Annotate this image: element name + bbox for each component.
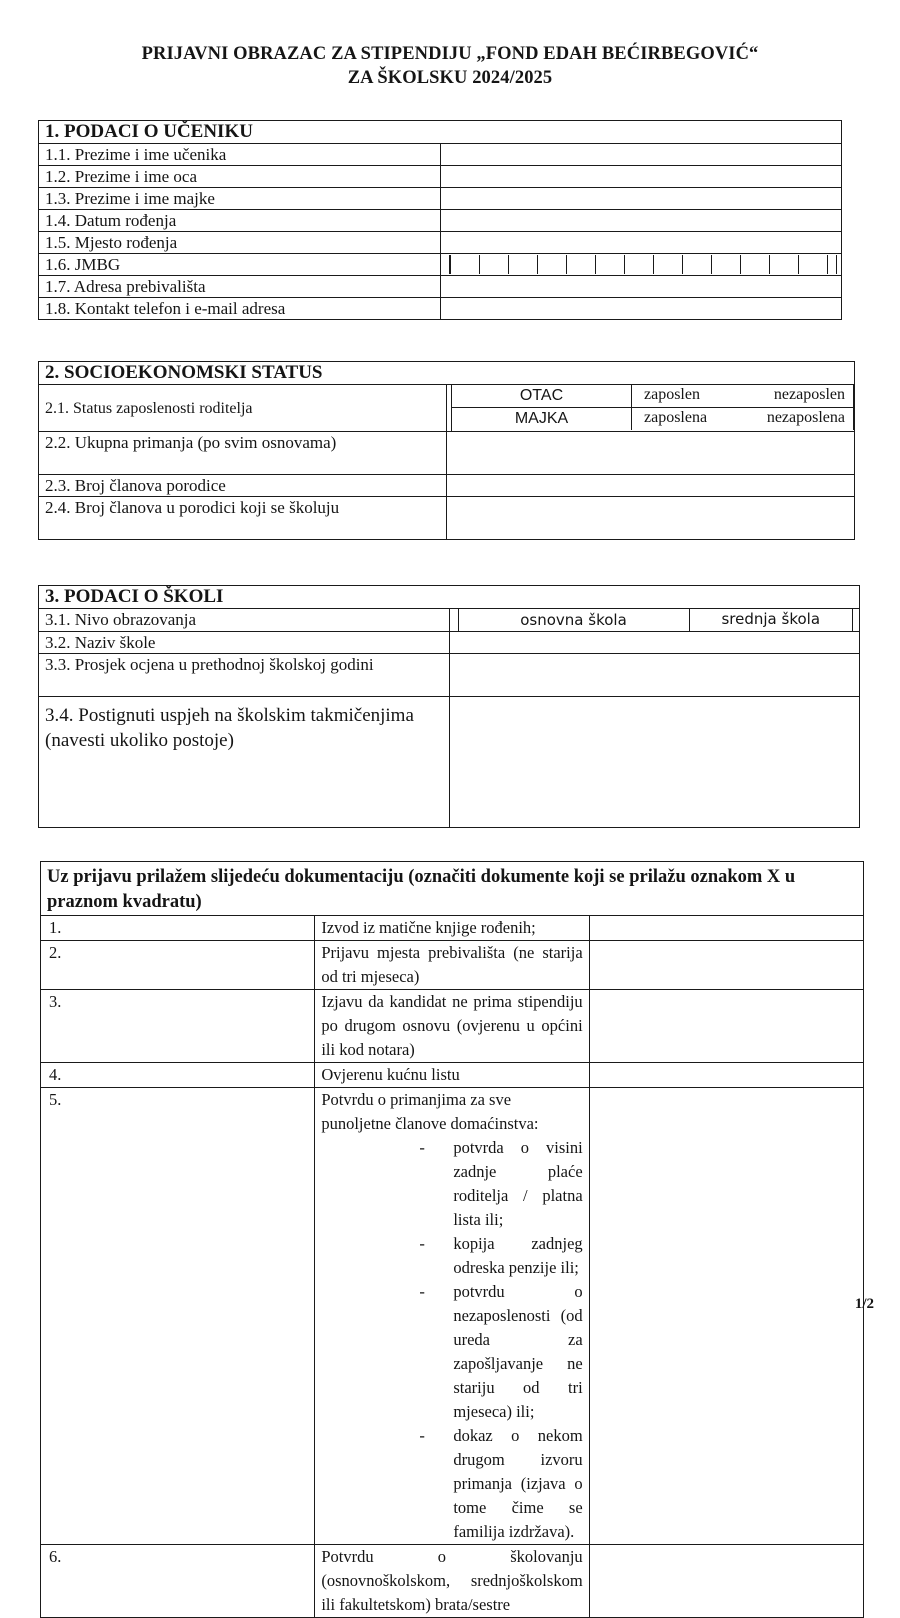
page-number: 1/2: [854, 1296, 874, 1312]
table-row: [39, 232, 842, 254]
table-row: [39, 432, 855, 475]
school-name-field[interactable]: [449, 632, 860, 654]
contact-label: 1.8. Kontakt telefon i e-mail adresa: [39, 298, 441, 320]
grade-average-field[interactable]: [449, 654, 860, 697]
jmbg-digit-box[interactable]: [479, 255, 508, 274]
mother-label: MAJKA: [452, 408, 632, 430]
schooled-members-label: 2.4. Broj članova u porodici koji se školuju: [39, 497, 447, 540]
jmbg-digit-box[interactable]: [537, 255, 566, 274]
jmbg-digit-box[interactable]: [653, 255, 682, 274]
birth-place-label: 1.5. Mjesto rođenja: [39, 232, 441, 254]
table-row: [39, 654, 860, 697]
mother-status-row: [452, 408, 854, 430]
income-proof-item: - dokaz o nekom drugom izvoru primanja (izjava o tome čime se familija izdržava).: [413, 1424, 582, 1544]
table-row: [39, 697, 860, 828]
income-proof-item: - kopija zadnjeg odreska penzije ili;: [413, 1232, 582, 1280]
jmbg-digit-box[interactable]: [450, 255, 479, 274]
doc-text: Ovjerenu kućnu listu: [315, 1063, 589, 1088]
socioeconomic-table: [38, 361, 855, 540]
table-row: [41, 1088, 864, 1545]
jmbg-box-edge: [827, 255, 837, 274]
doc-checkbox[interactable]: [589, 916, 863, 941]
table-row: [41, 916, 864, 941]
doc-checkbox[interactable]: [589, 1545, 863, 1618]
employment-status-field: [447, 385, 855, 432]
table-row: [39, 475, 855, 497]
doc-text: Potvrdu o školovanju (osnovnoškolskom, srednjoškolskom ili fakultetskom) brata/sestre: [315, 1545, 589, 1618]
jmbg-digit-box[interactable]: [566, 255, 595, 274]
documentation-heading: Uz prijavu prilažem slijedeću dokumentaciju (označiti dokumente koji se prilažu oznakom X u praznom kvadratu): [41, 862, 864, 916]
total-income-label: 2.2. Ukupna primanja (po svim osnovama): [39, 432, 447, 475]
table-row: [41, 941, 864, 990]
father-status-row: [452, 385, 854, 408]
school-name-label: 3.2. Naziv škole: [39, 632, 450, 654]
father-employed-option[interactable]: zaposlen: [644, 386, 700, 403]
competition-results-label: 3.4. Postignuti uspjeh na školskim takmičenjima (navesti ukoliko postoje): [39, 697, 450, 828]
mother-name-label: 1.3. Prezime i ime majke: [39, 188, 441, 210]
table-row: [39, 210, 842, 232]
student-name-label: 1.1. Prezime i ime učenika: [39, 144, 441, 166]
jmbg-digit-box[interactable]: [769, 255, 798, 274]
education-level-field: [449, 609, 860, 632]
doc-number: 5.: [41, 1088, 315, 1545]
total-income-field[interactable]: [447, 432, 855, 475]
doc-number: 6.: [41, 1545, 315, 1618]
doc-checkbox[interactable]: [589, 1088, 863, 1545]
documentation-table: [40, 861, 864, 1618]
doc-number: 3.: [41, 990, 315, 1063]
mother-employed-option[interactable]: zaposlena: [644, 409, 708, 426]
secondary-school-option[interactable]: srednja škola: [690, 609, 854, 631]
income-proof-list: [321, 1136, 582, 1544]
address-field[interactable]: [440, 276, 842, 298]
school-data-table: [38, 585, 860, 828]
father-unemployed-option[interactable]: nezaposlen: [773, 386, 845, 403]
mother-unemployed-option[interactable]: nezaposlena: [766, 409, 845, 426]
jmbg-digit-box[interactable]: [508, 255, 537, 274]
doc-checkbox[interactable]: [589, 990, 863, 1063]
table-row: [39, 609, 860, 632]
income-proof-item: - potvrda o visini zadnje plaće roditelja / platna lista ili;: [413, 1136, 582, 1232]
form-subtitle: ZA ŠKOLSKU 2024/2025: [347, 68, 553, 88]
table-row: [39, 385, 855, 432]
employment-status-label: 2.1. Status zaposlenosti roditelja: [39, 385, 447, 432]
grade-average-label: 3.3. Prosjek ocjena u prethodnoj školskoj godini: [39, 654, 450, 697]
education-level-label: 3.1. Nivo obrazovanja: [39, 609, 450, 632]
table-row: [39, 144, 842, 166]
mother-name-field[interactable]: [440, 188, 842, 210]
table-row: [39, 497, 855, 540]
father-name-field[interactable]: [440, 166, 842, 188]
student-data-table: [38, 120, 842, 320]
table-row: [39, 298, 842, 320]
doc-text: Izvod iz matične knjige rođenih;: [315, 916, 589, 941]
father-label: OTAC: [452, 385, 632, 407]
table-row: [41, 990, 864, 1063]
doc-number: 1.: [41, 916, 315, 941]
doc-number: 4.: [41, 1063, 315, 1088]
table-row: [39, 254, 842, 276]
primary-school-option[interactable]: osnovna škola: [459, 609, 690, 631]
table-row: [41, 1063, 864, 1088]
doc-text-income: [315, 1088, 589, 1545]
competition-results-field[interactable]: [449, 697, 860, 828]
doc-checkbox[interactable]: [589, 1063, 863, 1088]
table-row: [39, 188, 842, 210]
income-proof-item: - potvrdu o nezaposlenosti (od ureda za zapošljavanje ne stariju od tri mjeseca) ili;: [413, 1280, 582, 1424]
student-name-field[interactable]: [440, 144, 842, 166]
address-label: 1.7. Adresa prebivališta: [39, 276, 441, 298]
jmbg-digit-box[interactable]: [624, 255, 653, 274]
table-row: [39, 632, 860, 654]
jmbg-digit-box[interactable]: [682, 255, 711, 274]
jmbg-digit-box[interactable]: [711, 255, 740, 274]
jmbg-digit-box[interactable]: [740, 255, 769, 274]
doc-text: Potvrdu o primanjima za sve punoljetne članove domaćinstva:: [321, 1090, 539, 1133]
form-title: PRIJAVNI OBRAZAC ZA STIPENDIJU „FOND EDAH BEĆIRBEGOVIĆ“: [141, 44, 759, 64]
jmbg-digit-box[interactable]: [595, 255, 624, 274]
table-row: [39, 166, 842, 188]
birth-date-label: 1.4. Datum rođenja: [39, 210, 441, 232]
father-name-label: 1.2. Prezime i ime oca: [39, 166, 441, 188]
section2-heading: 2. SOCIOEKONOMSKI STATUS: [39, 362, 855, 385]
doc-text: Prijavu mjesta prebivališta (ne starija od tri mjeseca): [315, 941, 589, 990]
doc-checkbox[interactable]: [589, 941, 863, 990]
schooled-members-field[interactable]: [447, 497, 855, 540]
contact-field[interactable]: [440, 298, 842, 320]
jmbg-box-edge: [441, 255, 450, 274]
jmbg-digit-boxes[interactable]: [441, 254, 838, 275]
family-members-label: 2.3. Broj članova porodice: [39, 475, 447, 497]
table-row: [39, 276, 842, 298]
doc-text: Izjavu da kandidat ne prima stipendiju po drugom osnovu (ovjerenu u općini ili kod notara): [315, 990, 589, 1063]
jmbg-label: 1.6. JMBG: [39, 254, 441, 276]
section3-heading: 3. PODACI O ŠKOLI: [39, 586, 860, 609]
jmbg-digit-box[interactable]: [798, 255, 827, 274]
jmbg-field[interactable]: [440, 254, 842, 276]
section1-heading: 1. PODACI O UČENIKU: [39, 121, 842, 144]
birth-date-field[interactable]: [440, 210, 842, 232]
family-members-field[interactable]: [447, 475, 855, 497]
doc-number: 2.: [41, 941, 315, 990]
table-row: [41, 1545, 864, 1618]
birth-place-field[interactable]: [440, 232, 842, 254]
